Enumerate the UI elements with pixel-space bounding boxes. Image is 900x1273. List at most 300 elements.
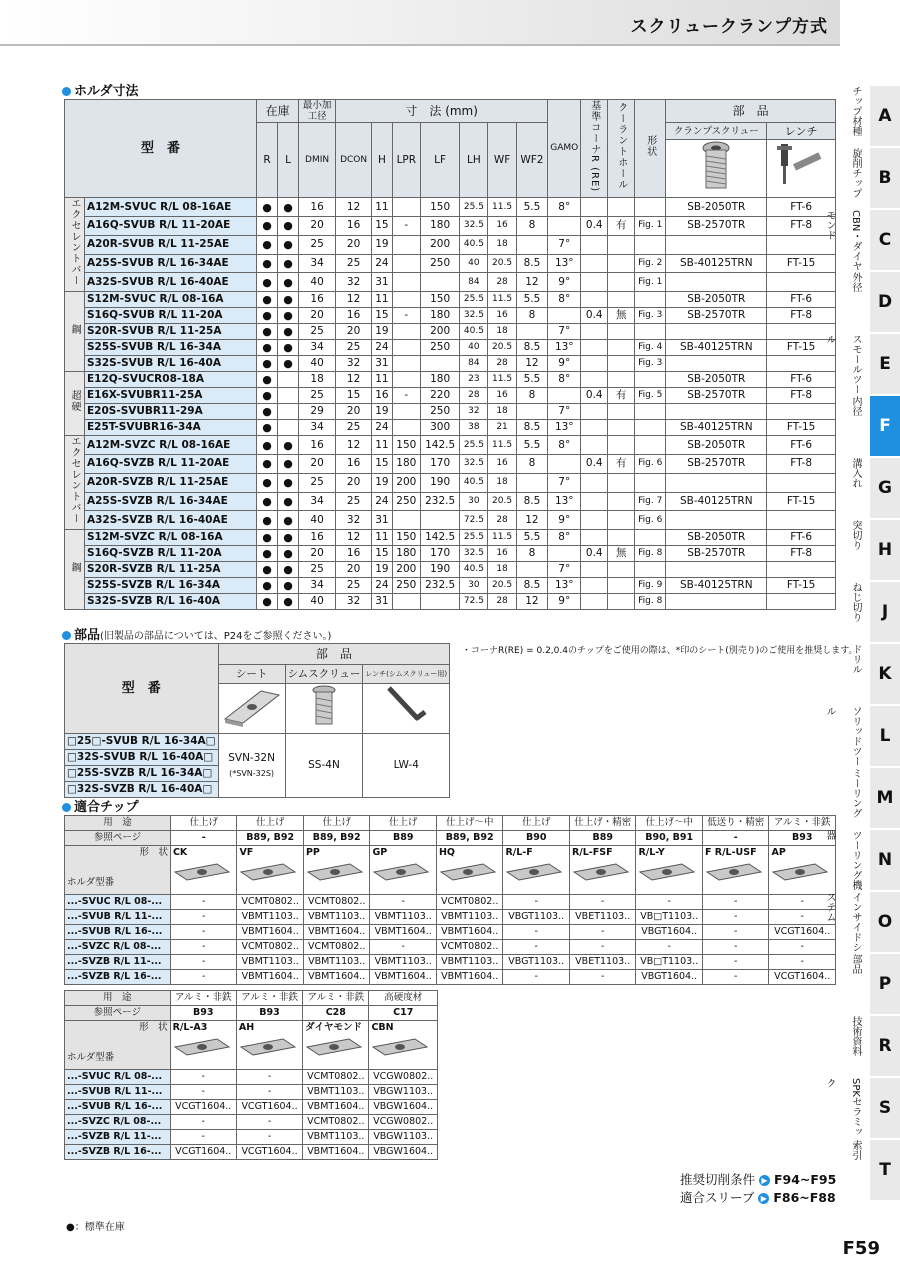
- cell: ●: [278, 235, 299, 254]
- chip-cell: -: [236, 1070, 302, 1085]
- side-tab-letter: S: [870, 1078, 900, 1138]
- group-label: [65, 530, 85, 610]
- chip-cell: -: [569, 970, 636, 985]
- cell: 25: [336, 578, 372, 594]
- cell: 7°: [548, 324, 581, 340]
- cell: SB-2570TR: [666, 217, 767, 236]
- cell: 5.5: [516, 372, 548, 388]
- ref-cell: C28: [303, 1006, 369, 1021]
- cell: FT-6: [767, 198, 836, 217]
- cell: 無: [608, 308, 635, 324]
- cell: 5.5: [516, 198, 548, 217]
- model-number: S25S-SVUB R/L 16-34A: [85, 340, 257, 356]
- cell: 200: [420, 235, 459, 254]
- cell: 7°: [548, 404, 581, 420]
- shape-cell: [170, 846, 237, 895]
- cell: [392, 372, 420, 388]
- col-dims: 寸 法 (mm): [336, 100, 548, 123]
- side-tab-letter: C: [870, 210, 900, 270]
- cell: [392, 420, 420, 436]
- cell: 19: [372, 324, 393, 340]
- cell: [666, 356, 767, 372]
- sheet-icon: [221, 685, 283, 727]
- cell: 7°: [548, 473, 581, 492]
- shape-cell: [303, 846, 370, 895]
- cell: [581, 356, 608, 372]
- insert-icon: [371, 1035, 429, 1059]
- parts-model-0: □25□-SVUB R/L 16-34A□: [65, 734, 219, 750]
- chip-cell: VBMT1604..: [370, 925, 437, 940]
- cell: [581, 273, 608, 292]
- col-shape: [635, 100, 666, 198]
- chip-cell: -: [636, 940, 703, 955]
- chip-cell: VBMT1103..: [237, 955, 304, 970]
- cell: [392, 198, 420, 217]
- side-tab-text: 突切り: [850, 520, 861, 550]
- holder-model: ...-SVUC R/L 08-...: [65, 1070, 171, 1085]
- side-tab-letter: D: [870, 272, 900, 332]
- side-tab-m[interactable]: [840, 768, 900, 830]
- cell: 34: [299, 578, 336, 594]
- holder-model: ...-SVUB R/L 16-...: [65, 1100, 171, 1115]
- holder-model: ...-SVZB R/L 16-...: [65, 1145, 171, 1160]
- cell: 180: [420, 217, 459, 236]
- cell: 20.5: [488, 578, 516, 594]
- cell: [516, 324, 548, 340]
- table-row: [65, 420, 836, 436]
- holder-model: ...-SVZC R/L 08-...: [65, 1115, 171, 1130]
- side-tab-text: インサイドシステム: [824, 892, 861, 952]
- col-clamp-screw: クランプスクリュー: [666, 123, 767, 140]
- use-cell: アルミ・非鉄: [303, 991, 369, 1006]
- cell: ●: [278, 324, 299, 340]
- ref-cell: B89, B92: [303, 831, 370, 846]
- side-tab-s[interactable]: [824, 1078, 900, 1140]
- cell: 250: [392, 578, 420, 594]
- cell: ●: [257, 404, 278, 420]
- cell: 34: [299, 492, 336, 511]
- side-tab-e[interactable]: [824, 334, 900, 396]
- side-tab-d[interactable]: [840, 272, 900, 334]
- side-tab-b[interactable]: [840, 148, 900, 210]
- cell: [581, 492, 608, 511]
- shape-cell: [636, 846, 703, 895]
- col-min-dia: 最小加工径: [299, 100, 336, 123]
- cell: [581, 235, 608, 254]
- cell: 7°: [548, 235, 581, 254]
- parts-col-model: 型 番: [65, 644, 219, 734]
- insert-icon: [505, 860, 563, 884]
- cell: ●: [257, 436, 278, 455]
- parts-sheet-cell: [218, 734, 285, 798]
- side-tab-text: 技術資料: [850, 1016, 861, 1056]
- cell: 250: [392, 492, 420, 511]
- cell: 250: [420, 404, 459, 420]
- group-label: [65, 292, 85, 372]
- section-parts: [62, 624, 331, 643]
- cell: ●: [257, 492, 278, 511]
- cell: 31: [372, 273, 393, 292]
- section-holder-dims: [62, 80, 138, 99]
- table-row: [65, 925, 836, 940]
- cell: Fig. 5: [635, 388, 666, 404]
- cell: SB-2050TR: [666, 436, 767, 455]
- cell: ●: [257, 273, 278, 292]
- col-lh: LH: [460, 123, 488, 198]
- cell: [608, 562, 635, 578]
- table-row: [65, 546, 836, 562]
- parts-col-wrench: レンチ(シムスクリュー用): [363, 665, 450, 684]
- insert-icon: [572, 860, 630, 884]
- cell: 250: [420, 340, 459, 356]
- cell: 150: [420, 198, 459, 217]
- table-row: [65, 436, 836, 455]
- cell: 200: [392, 473, 420, 492]
- cell: 84: [460, 273, 488, 292]
- cell: [767, 404, 836, 420]
- chip-cell: -: [170, 1130, 236, 1145]
- cell: [608, 436, 635, 455]
- cell: [608, 235, 635, 254]
- cell: [581, 404, 608, 420]
- cell: -: [392, 308, 420, 324]
- cell: [548, 308, 581, 324]
- table-row: [65, 308, 836, 324]
- cell: 21: [488, 420, 516, 436]
- cell: 25: [299, 473, 336, 492]
- group-label-text: エクセレントバー: [69, 436, 80, 525]
- use-cell: 仕上げ～中: [436, 816, 503, 831]
- cell: 無: [608, 546, 635, 562]
- cell: [666, 404, 767, 420]
- cell: 13°: [548, 578, 581, 594]
- cell: [581, 594, 608, 610]
- cell: 16: [372, 388, 393, 404]
- cell: ●: [257, 340, 278, 356]
- side-tab-letter: N: [870, 830, 900, 890]
- cell: 16: [488, 546, 516, 562]
- cell: 300: [420, 420, 459, 436]
- cell: 32.5: [460, 308, 488, 324]
- cell: ●: [257, 546, 278, 562]
- holder-model: ...-SVUC R/L 08-...: [65, 895, 171, 910]
- cell: 25: [299, 562, 336, 578]
- cell: ●: [278, 562, 299, 578]
- cell: SB-2050TR: [666, 372, 767, 388]
- chip-cell: VBMT1103..: [436, 910, 503, 925]
- insert-icon: [173, 1035, 231, 1059]
- side-tab-p[interactable]: [840, 954, 900, 1016]
- col-shape-label: 形状: [644, 135, 656, 158]
- cell: [666, 562, 767, 578]
- cell: 40: [299, 273, 336, 292]
- cell: 72.5: [460, 511, 488, 530]
- shape-cell: [702, 846, 769, 895]
- cell: 25: [336, 254, 372, 273]
- cell: 40: [299, 594, 336, 610]
- cell: SB-2050TR: [666, 530, 767, 546]
- cell: 150: [420, 292, 459, 308]
- cell: ●: [257, 578, 278, 594]
- col-r: R: [257, 123, 278, 198]
- holder-model: ...-SVZB R/L 16-...: [65, 970, 171, 985]
- side-tab-t[interactable]: [840, 1140, 900, 1202]
- col-wf2: WF2: [516, 123, 548, 198]
- cell: 12: [516, 594, 548, 610]
- side-tab-letter: B: [870, 148, 900, 208]
- chip-cell: VBMT1604..: [237, 970, 304, 985]
- ref-cell: B89, B92: [436, 831, 503, 846]
- cell: [548, 455, 581, 474]
- ref-cell: B93: [236, 1006, 302, 1021]
- chip-cell: VBGT1604..: [636, 925, 703, 940]
- chipbreaker-label: F R/L-USF: [704, 847, 757, 858]
- table-row: [65, 455, 836, 474]
- cell: [420, 594, 459, 610]
- cell: 11.5: [488, 372, 516, 388]
- holder-model: ...-SVZB R/L 11-...: [65, 1130, 171, 1145]
- chip-cell: VB□T1103..: [636, 955, 703, 970]
- cell: 20: [336, 473, 372, 492]
- chip-cell: VBMT1103..: [303, 1085, 369, 1100]
- cell: 8°: [548, 372, 581, 388]
- cell: 16: [336, 546, 372, 562]
- cell: 19: [372, 473, 393, 492]
- cell: 有: [608, 217, 635, 236]
- cell: FT-15: [767, 340, 836, 356]
- cell: 0.4: [581, 455, 608, 474]
- cell: [635, 324, 666, 340]
- chip-cell: VBMT1103..: [303, 955, 370, 970]
- cell: 170: [420, 546, 459, 562]
- cell: 25: [299, 324, 336, 340]
- ref-cell: B93: [769, 831, 836, 846]
- shape-header: [65, 1021, 171, 1070]
- col-stock: 在庫: [257, 100, 299, 123]
- cell: 16: [488, 388, 516, 404]
- chip-cell: -: [569, 895, 636, 910]
- link-sleeves[interactable]: [680, 1188, 836, 1206]
- chipbreaker-label: CBN: [371, 1022, 394, 1033]
- chip-cell: VBMT1604..: [303, 1145, 369, 1160]
- shape-header: [65, 846, 171, 895]
- chip-cell: -: [503, 925, 570, 940]
- cell: ●: [257, 356, 278, 372]
- cell: 40.5: [460, 235, 488, 254]
- cell: [420, 511, 459, 530]
- use-cell: 仕上げ: [237, 816, 304, 831]
- model-number: S16Q-SVZB R/L 11-20A: [85, 546, 257, 562]
- cell: ●: [278, 356, 299, 372]
- side-tab-text: ミーリング: [850, 768, 861, 818]
- table-row: [65, 910, 836, 925]
- chip-cell: -: [702, 925, 769, 940]
- page-header: [0, 0, 840, 46]
- use-cell: 低送り・精密: [702, 816, 769, 831]
- cell: [608, 198, 635, 217]
- cell: 11: [372, 372, 393, 388]
- cell: ●: [278, 273, 299, 292]
- cell: 13°: [548, 492, 581, 511]
- side-tab-f[interactable]: [840, 396, 900, 458]
- shape-cell: [436, 846, 503, 895]
- cell: 84: [460, 356, 488, 372]
- cell: FT-8: [767, 455, 836, 474]
- cell: 16: [488, 217, 516, 236]
- cell: SB-2050TR: [666, 198, 767, 217]
- cell: 34: [299, 420, 336, 436]
- holder-label: ホルダ型番: [67, 1052, 115, 1063]
- cell: ●: [278, 217, 299, 236]
- cell: 8: [516, 388, 548, 404]
- cell: [608, 340, 635, 356]
- cell: 0.4: [581, 388, 608, 404]
- chip-cell: -: [769, 940, 836, 955]
- chipbreaker-label: PP: [305, 847, 320, 858]
- cell: 24: [372, 578, 393, 594]
- cell: ●: [257, 420, 278, 436]
- ref-cell: B89: [569, 831, 636, 846]
- cell: 23: [460, 372, 488, 388]
- chip-cell: -: [702, 970, 769, 985]
- chipbreaker-label: R/L-Y: [638, 847, 665, 858]
- shim-screw-icon: [309, 684, 339, 728]
- cell: [608, 492, 635, 511]
- cell: Fig. 3: [635, 308, 666, 324]
- use-cell: アルミ・非鉄: [236, 991, 302, 1006]
- chip-cell: VCMT0802..: [436, 940, 503, 955]
- insert-icon: [771, 860, 829, 884]
- chipbreaker-label: R/L-FSF: [571, 847, 613, 858]
- cell: 28: [488, 273, 516, 292]
- chip-cell: VCGW0802..: [369, 1070, 438, 1085]
- cell: 180: [420, 308, 459, 324]
- cell: Fig. 1: [635, 217, 666, 236]
- side-tab-j[interactable]: [840, 582, 900, 644]
- cell: [635, 372, 666, 388]
- cell: 8.5: [516, 420, 548, 436]
- cell: 40.5: [460, 324, 488, 340]
- cell: 20: [336, 404, 372, 420]
- cell: 12: [336, 198, 372, 217]
- cell: [767, 594, 836, 610]
- link-cutting-conditions[interactable]: [680, 1170, 836, 1188]
- cell: [516, 562, 548, 578]
- side-tab-h[interactable]: [840, 520, 900, 582]
- col-h: H: [372, 123, 393, 198]
- cell: 15: [372, 217, 393, 236]
- cell: [581, 511, 608, 530]
- cell: ●: [257, 473, 278, 492]
- cell: ●: [278, 198, 299, 217]
- cell: 31: [372, 356, 393, 372]
- side-tab-text: スモールツール: [824, 334, 861, 394]
- cell: 5.5: [516, 292, 548, 308]
- cell: FT-6: [767, 436, 836, 455]
- cell: SB-2570TR: [666, 455, 767, 474]
- cell: [635, 420, 666, 436]
- cell: 12: [516, 273, 548, 292]
- side-tab-n[interactable]: [824, 830, 900, 892]
- cell: 180: [420, 372, 459, 388]
- screw-icon: [693, 140, 739, 192]
- side-tab-g[interactable]: [840, 458, 900, 520]
- side-tab-a[interactable]: [840, 86, 900, 148]
- cell: [392, 511, 420, 530]
- side-tab-c[interactable]: [824, 210, 900, 272]
- cell: 31: [372, 511, 393, 530]
- link-target[interactable]: F86~F88: [773, 1190, 836, 1205]
- cell: 40: [460, 254, 488, 273]
- col-corner-label: 基準コーナR (RE): [588, 100, 600, 193]
- chip-cell: VBGT1103..: [503, 910, 570, 925]
- cell: 25: [336, 492, 372, 511]
- chip-cell: -: [569, 940, 636, 955]
- cell: 8: [516, 455, 548, 474]
- cell: -: [392, 217, 420, 236]
- cell: 32: [460, 404, 488, 420]
- col-coolant: [608, 100, 635, 198]
- cell: [581, 340, 608, 356]
- cell: [608, 273, 635, 292]
- cell: [581, 198, 608, 217]
- side-tab-l[interactable]: [824, 706, 900, 768]
- side-tab-k[interactable]: [840, 644, 900, 706]
- cell: [420, 356, 459, 372]
- side-tab-r[interactable]: [840, 1016, 900, 1078]
- cell: [420, 273, 459, 292]
- side-tab-letter: R: [870, 1016, 900, 1076]
- cell: 34: [299, 254, 336, 273]
- cell: ●: [278, 436, 299, 455]
- group-label-text: 鋼: [69, 561, 80, 573]
- chip-cell: -: [702, 895, 769, 910]
- cell: [581, 324, 608, 340]
- chipbreaker-label: R/L-A3: [172, 1022, 208, 1033]
- table-row: [65, 1145, 438, 1160]
- cell: [608, 292, 635, 308]
- cell: [767, 273, 836, 292]
- page-number: F59: [842, 1238, 880, 1259]
- chip-cell: -: [170, 895, 237, 910]
- section-chips: [62, 796, 139, 815]
- side-tab-text: ドリル: [850, 644, 861, 674]
- chip-cell: VBET1103..: [569, 955, 636, 970]
- cell: 9°: [548, 511, 581, 530]
- cell: 25: [336, 340, 372, 356]
- cell: [608, 594, 635, 610]
- cell: [581, 372, 608, 388]
- cell: ●: [278, 292, 299, 308]
- table-row: [65, 970, 836, 985]
- cell: 11: [372, 292, 393, 308]
- link-target[interactable]: F94~F95: [773, 1172, 837, 1187]
- shape-row: [65, 846, 836, 895]
- shim-screw-illustration: [285, 684, 363, 734]
- cell: SB-40125TRN: [666, 340, 767, 356]
- cell: [278, 404, 299, 420]
- shape-cell: [769, 846, 836, 895]
- chip-cell: VCMT0802..: [303, 940, 370, 955]
- side-tab-o[interactable]: [824, 892, 900, 954]
- cell: 8: [516, 217, 548, 236]
- cell: [666, 273, 767, 292]
- cell: 16: [299, 198, 336, 217]
- cell: ●: [278, 530, 299, 546]
- chip-cell: VBGW1604..: [369, 1100, 438, 1115]
- ref-cell: -: [170, 831, 237, 846]
- cell: [392, 235, 420, 254]
